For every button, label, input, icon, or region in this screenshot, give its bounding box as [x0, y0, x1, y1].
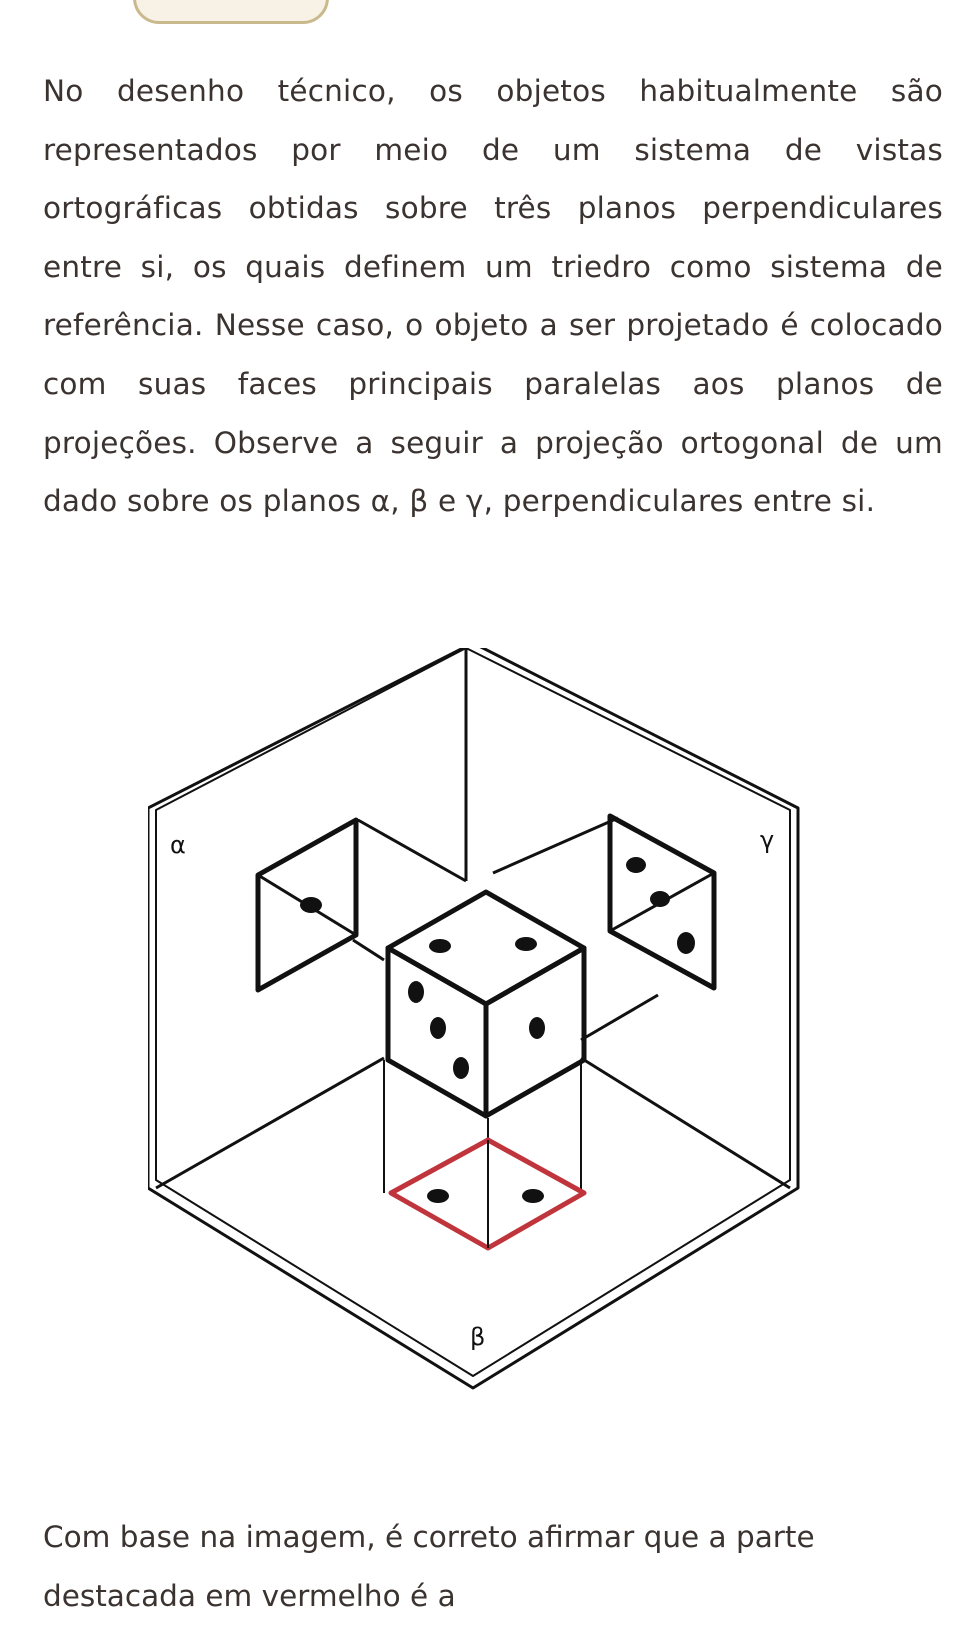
pip [430, 1017, 446, 1039]
pip [300, 897, 322, 913]
lower-left-edge [156, 1058, 384, 1188]
pip [408, 981, 424, 1003]
pip [522, 1189, 544, 1203]
lower-right-edge [581, 1058, 790, 1188]
pip [515, 937, 537, 951]
upper-left-edge [353, 940, 384, 960]
pip [650, 891, 670, 907]
dice-projection-figure [148, 648, 838, 1428]
pip [677, 932, 695, 954]
question-paragraph: No desenho técnico, os objetos habitualmente são representados por meio de um sistema de vistas ortográficas obtidas sobre três planos perpendiculares entre si, os quais definem um triedro como sistema de referência. Nesse caso, o objeto a ser projetado é colocado com suas faces principais paralelas aos planos de projeções. Observe a seguir a projeção ortogonal de um dado sobre os planos α, β e γ, perpendiculares entre si. [43, 74, 943, 519]
top-tab[interactable] [133, 0, 329, 24]
upper-right-edge [581, 995, 658, 1040]
plane-label-gamma: γ [760, 826, 775, 854]
pip [626, 857, 646, 873]
pip [429, 939, 451, 953]
top-middle-edge [358, 820, 466, 881]
pip [427, 1189, 449, 1203]
pip [529, 1017, 545, 1039]
pip [453, 1057, 469, 1079]
hexagon-outline [148, 648, 798, 1388]
plane-label-beta: β [470, 1323, 486, 1351]
upper-middle-edge [493, 818, 618, 873]
question-prompt: Com base na imagem, é correto afirmar que a parte destacada em vermelho é a [43, 1520, 815, 1613]
plane-label-alpha: α [170, 831, 186, 859]
